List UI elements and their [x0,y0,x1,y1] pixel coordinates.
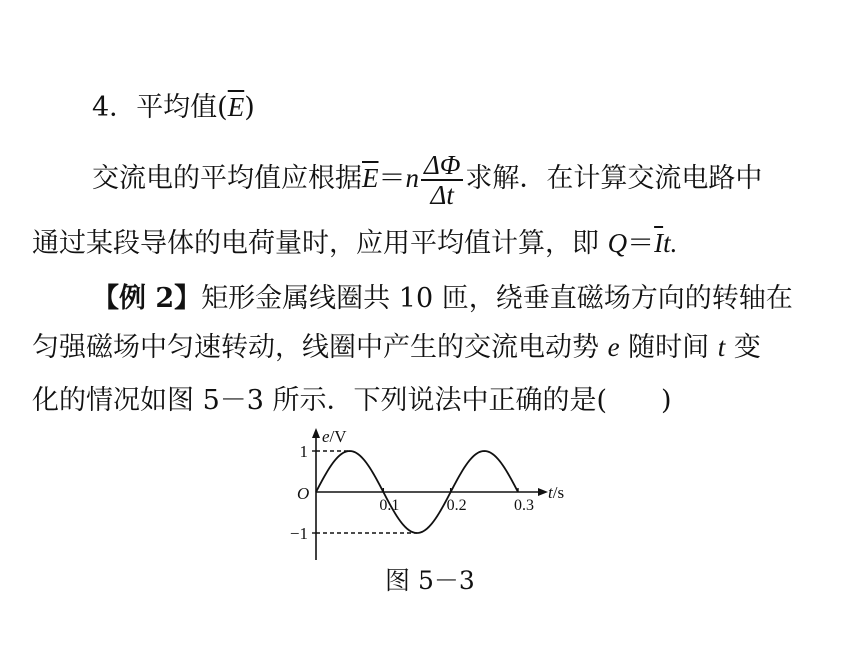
axis-variable: t [548,483,553,502]
example-line3-text: 化的情况如图 5－3 所示．下列说法中正确的是( ) [32,385,672,416]
section-heading [92,90,255,125]
example-line2-e: e [607,332,620,362]
paragraph-2 [32,226,677,261]
example-line-2 [32,330,761,365]
example-line-1 [92,282,793,316]
fraction-numerator: ΔΦ [421,151,463,181]
para1-eq: ＝ [378,163,406,194]
y-axis-arrow [312,428,320,438]
example-line2-t: t [717,332,726,362]
x-tick-label: 0.1 [379,497,400,514]
x-axis-arrow [538,488,548,496]
example-line-3 [32,384,672,418]
para1-lhs: $\overline{E}$ [362,163,379,193]
section-close: ) [244,92,255,123]
y-tick-label: 1 [299,442,308,461]
para1-text-after: 求解．在计算交流电路中 [465,163,763,194]
example-line2-b: 随时间 [619,332,718,363]
graph-layer [290,428,548,560]
x-tick-label: 0.2 [446,497,467,514]
section-title: 平均值( [136,92,228,123]
fraction-denominator: Δt [430,179,454,210]
average-emf-symbol: $\overline{E}$ [227,92,245,122]
para1-text-before: 交流电的平均值应根据 [92,163,362,194]
axis-variable: e [322,428,330,446]
example-line2-c: 变 [725,332,761,363]
para2-i: $\overline{I}$ [654,228,664,258]
origin-label: O [297,484,310,503]
para2-t: t. [663,228,678,258]
example-line2-a: 匀强磁场中匀速转动，线圈中产生的交流电动势 [32,332,608,363]
para2-q: Q [607,228,628,258]
axis-unit: /V [329,428,347,446]
example-line1-text: 矩形金属线圈共 10 匝，绕垂直磁场方向的转轴在 [201,283,793,314]
section-number: 4． [92,92,137,123]
x-tick-label: 0.3 [514,497,534,514]
figure-caption: 图 5－3 [385,566,475,595]
axis-unit: /s [552,483,565,502]
x-axis-label [548,483,564,502]
y-axis-label [322,428,347,446]
y-tick-label: −1 [289,524,308,543]
para2-eq: ＝ [627,228,655,259]
para2-text: 通过某段导体的电荷量时，应用平均值计算，即 [32,228,608,259]
paragraph-1 [92,146,762,211]
emf-graph [280,428,580,563]
para1-coef: n [405,163,419,193]
example-label: 【例 2】 [92,283,202,314]
flux-fraction [421,151,463,209]
